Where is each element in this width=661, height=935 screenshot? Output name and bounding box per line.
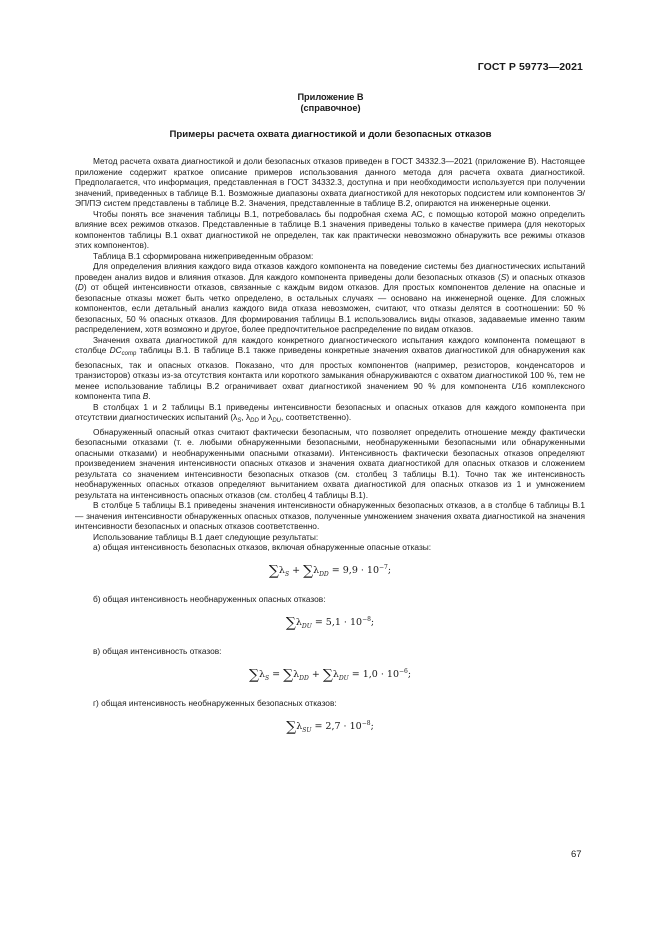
symbol: ;: [387, 564, 392, 576]
formula-exponent: −8: [361, 719, 371, 727]
formula-value: = 2,7 · 10: [314, 720, 362, 732]
text-run: ) и опасных отказов (: [75, 271, 586, 292]
symbol: λ: [296, 720, 303, 732]
symbol: λ: [245, 412, 251, 422]
symbol: DC: [109, 345, 122, 355]
symbol: comp: [121, 351, 137, 357]
symbol: λ: [332, 668, 339, 680]
sum-symbol: ∑: [248, 666, 259, 683]
text-run: таблицы В.1. В таблице В.1 также приведены конкретные значения охватов диагностикой для обнаружения как безопасных, так и опасных отказов. Показано, что для простых компонентов (например, резисторов, конденсаторов и транзисторов) отказы из-за отсутствия контакта или короткого замыкания обнаруживаются с охватом диагностикой 100 %, тем не менее использование таблицы В.2 ограничивает охват диагностикой значением 90 % для компонента: [75, 345, 585, 391]
paragraph: Чтобы понять все значения таблицы В.1, потребовалась бы подробная схема АС, с помощью которой можно определить влияние всех режимов отказов. Представленные в таблице В.1 значения приведены только в качестве примера (для некоторых компонентов таблицы В.1 охват диагностикой не определен, так как практически невозможно обнаружить все режимы отказов этих компонентов).: [75, 208, 585, 250]
text-run: ) от общей интенсивности отказов, связанные с каждым видом отказов. Для простых компонентов деление на опасные и безопасные отказы может быть четко определено, в остальных случаях — основано на инженерной оценке. Для сложных компонентов, если детальный анализ каждого вида отказа невозможен, считают, что отказы делятся в соотношении: 50 % безопасных, 50 % опасных отказов. Для формирования таблицы В.1 использовались виды отказов, задаваемые именно таким распределением, хотя возможно и другое, более предпочтительное распределение по видам отказов.: [75, 282, 585, 334]
formula-a: [75, 563, 585, 581]
formula-c: [75, 667, 585, 685]
symbol: λ: [313, 564, 320, 576]
symbol: D: [77, 282, 84, 292]
text-run: и: [258, 412, 269, 422]
symbol: λ: [258, 668, 265, 680]
sum-symbol: ∑: [286, 718, 297, 735]
symbol: λ: [233, 412, 238, 422]
paragraph: [75, 335, 585, 402]
symbol: 16: [517, 380, 527, 391]
symbol: U: [511, 380, 518, 391]
item-b: б) общая интенсивность необнаруженных опасных отказов:: [93, 594, 326, 605]
symbol: DU: [301, 622, 312, 630]
formula-exponent: −6: [399, 667, 408, 675]
symbol: ,: [241, 412, 244, 422]
symbol: λ: [278, 564, 285, 576]
document-body: [75, 156, 585, 750]
item-c: в) общая интенсивность отказов:: [93, 646, 222, 657]
sum-symbol: ∑: [285, 614, 296, 631]
page-number: 67: [571, 849, 582, 860]
paragraph: [75, 402, 585, 427]
text-run: комплексного компонента типа: [75, 380, 585, 401]
formula-exponent: −7: [379, 563, 388, 571]
symbol: DD: [299, 674, 309, 682]
appendix-type: (справочное): [300, 103, 361, 113]
symbol: S: [500, 271, 507, 282]
paragraph: Использование таблицы В.1 дает следующие результаты:: [93, 531, 319, 542]
symbol: S: [237, 418, 242, 424]
sum-symbol: ∑: [303, 562, 314, 579]
symbol: =: [272, 668, 281, 680]
symbol: +: [311, 668, 320, 680]
sum-symbol: ∑: [322, 666, 333, 683]
formula-b: [75, 615, 585, 633]
appendix-title: Примеры расчета охвата диагностикой и доли безопасных отказов: [169, 129, 492, 140]
symbol: B: [142, 391, 149, 401]
formula-value: = 9,9 · 10: [331, 564, 380, 576]
symbol: λ: [268, 412, 273, 422]
symbol: DD: [250, 418, 259, 424]
symbol: λ: [295, 616, 302, 628]
formula-value: = 1,0 · 10: [351, 668, 399, 680]
text-run: В столбцах 1 и 2 таблицы В.1 приведены интенсивности безопасных и опасных отказов для каждого компонента при отсутствии диагностических испытаний (: [75, 401, 585, 422]
sum-symbol: ∑: [283, 666, 294, 683]
appendix-label: Приложение В: [297, 92, 364, 102]
symbol: ;: [370, 720, 374, 732]
paragraph: Обнаруженный опасный отказ считают фактически безопасным, что позволяет определить отношение между фактически безопасными отказами (т. е. любыми обнаруженными безопасными, необнаруженными безопасными или обнаруженными опасными отказами) и необнаруженными опасными отказами). Интенсивность фактически безопасных отказов определяют произведением значения интенсивности опасных отказов и значения охвата диагностикой для опасных отказов и сложением результата со значением интенсивности безопасных отказов (см. столбец 3 таблицы В.1). Точно так же интенсивность необнаруженных опасных отказов определяют вычитанием охвата диагностикой для опасных отказов из 1 и умножением результата на интенсивность опасных отказов (см. столбец 4 таблицы В.1).: [75, 426, 585, 500]
text-run: Значения охвата диагностикой для каждого конкретного диагностического испытания каждого компонента помещают в столбце: [75, 334, 585, 355]
symbol: ;: [370, 616, 375, 628]
text-run: , соответственно).: [280, 412, 352, 422]
paragraph: В столбце 5 таблицы В.1 приведены значения интенсивности обнаруженных безопасных отказов, а в столбце 6 таблицы В.1 — значения интенсивности обнаруженных опасных отказов, полученные умножением значения охвата диагностикой на значения интенсивности безопасных и опасных отказов соответственно.: [75, 500, 585, 531]
text-run: Для определения влияния каждого вида отказов каждого компонента на поведение системы без диагностических испытаний проведен анализ видов и влияния отказов. Для каждого компонента приведены доли безопасных отказов (: [75, 261, 585, 282]
item-a: а) общая интенсивность безопасных отказов, включая обнаруженные опасные отказы:: [93, 542, 432, 552]
symbol: DD: [319, 570, 329, 578]
paragraph: [75, 261, 585, 335]
symbol: +: [292, 564, 301, 576]
paragraph: Таблица В.1 сформирована нижеприведенным образом:: [93, 250, 314, 261]
symbol: ;: [407, 668, 412, 680]
symbol: S: [264, 674, 270, 682]
symbol: DU: [272, 418, 281, 424]
symbol: λ: [293, 668, 300, 680]
appendix-heading: [0, 92, 661, 114]
formula-d: [75, 719, 585, 737]
symbol: DU: [338, 674, 349, 682]
symbol: S: [284, 570, 290, 578]
formula-exponent: −8: [362, 615, 371, 623]
document-code: ГОСТ Р 59773—2021: [477, 61, 583, 73]
symbol: .: [148, 391, 151, 401]
sum-symbol: ∑: [268, 562, 279, 579]
item-d: г) общая интенсивность необнаруженных безопасных отказов:: [93, 698, 337, 709]
formula-value: = 5,1 · 10: [314, 616, 363, 628]
symbol: SU: [302, 726, 312, 734]
paragraph: Метод расчета охвата диагностикой и доли безопасных отказов приведен в ГОСТ 34332.3—2021 (приложение В). Настоящее приложение содержит краткое описание примеров использования данного метода для расчета охвата диагностикой. Предполагается, что информация, представленная в ГОСТ 34332.3, доступна и при необходимости используется при получении значений, приведенных в таблице В.1. Возможные диапазоны охвата диагностикой для некоторых подсистем или компонентов Э/ЭП/ПЭ систем представлены в таблице В.2. Значения, представленные в таблице В.2, опираются на инженерные оценки.: [75, 156, 585, 208]
